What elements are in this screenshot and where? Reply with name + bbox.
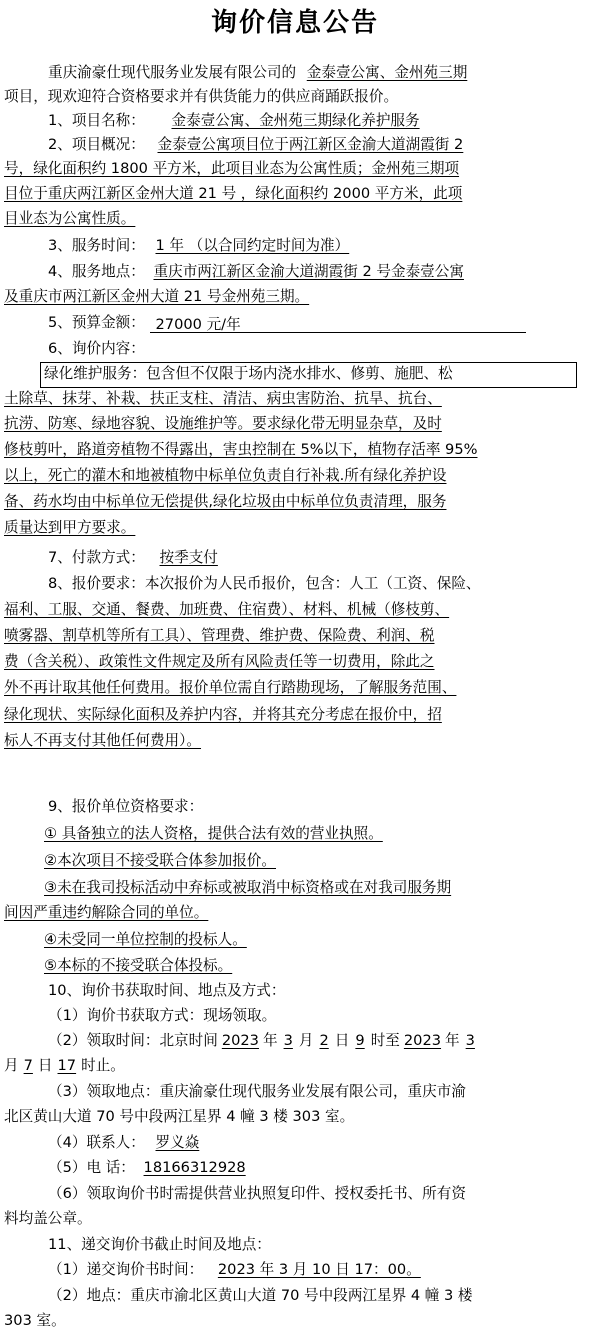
contact-name: 罗义焱 [155, 1134, 200, 1151]
payment-row [48, 548, 218, 568]
obtain-place-2: 北区黄山大道 70 号中段两江星界 4 幢 3 楼 303 室。 [4, 1108, 355, 1125]
qualification-item-1: ① 具备独立的法人资格，提供合法有效的营业执照。 [44, 825, 383, 842]
inquiry-content-label: 6、询价内容： [48, 340, 145, 357]
obtain-year-end: 2023 [403, 1032, 442, 1049]
phone-row [48, 1158, 250, 1178]
obtain-method: （1）询价书获取方式：现场领取。 [48, 1007, 277, 1024]
obtain-time-prefix: （2）领取时间：北京时间 [48, 1032, 218, 1049]
submit-time-value: 2023 年 3 月 10 日 17：00。 [217, 1261, 421, 1278]
obtain-year-unit-1: 年 [262, 1032, 278, 1049]
overview-line-3: 目位于重庆两江新区金州大道 21 号 ，绿化面积约 2000 平方米，此项 [4, 185, 463, 202]
service-time-value: 1 年 （以合同约定时间为准） [155, 237, 350, 254]
quote-req-line-5: 外不再计取其他任何费用。报价单位需自行踏勘现场，了解服务范围、 [4, 679, 457, 696]
payment-value: 按季支付 [159, 549, 218, 566]
obtain-docs-2: 料均盖公章。 [4, 1210, 92, 1227]
service-place-label: 4、服务地点： [48, 263, 145, 280]
quote-req-line-3: 喷雾器、割草机等所有工具）、管理费、维护费、保险费、利润、税 [4, 627, 435, 644]
obtain-month-unit-2: 月 [4, 1057, 19, 1074]
quote-req-line-7: 标人不再支付其他任何费用）。 [4, 732, 202, 749]
inquiry-line-2: 土除草、抹芽、补栽、扶正支柱、清洁、病虫害防治、抗旱、抗台、 [4, 390, 442, 407]
quote-req-line-2: 福利、工服、交通、餐费、加班费、住宿费）、材料、机械（修枝剪、 [4, 601, 450, 618]
phone-label: （5）电 话： [48, 1159, 135, 1176]
obtain-to: 时至 [370, 1032, 400, 1049]
obtain-docs-1: （6）领取询价书时需提供营业执照复印件、授权委托书、所有资 [48, 1185, 466, 1202]
service-time-row [48, 236, 349, 256]
qualification-item-3-cont: 间因严重违约解除合同的单位。 [4, 904, 209, 921]
contact-row [48, 1133, 213, 1153]
submit-time-label: （1）递交询价书时间： [48, 1261, 204, 1278]
quote-req-line-6: 绿化现状、实际绿化面积及养护内容，并将其充分考虑在报价中，招 [4, 706, 442, 723]
submit-label: 11、递交询价书截止时间及地点： [48, 1236, 271, 1253]
obtain-day-start: 2 [319, 1032, 329, 1049]
project-name-label: 1、项目名称： [48, 112, 145, 129]
submit-place-1: （2）地点：重庆市渝北区黄山大道 70 号中段两江星界 4 幢 3 楼 [48, 1287, 473, 1304]
service-place-value-1: 重庆市两江新区金渝大道湖霞街 2 号金泰壹公寓 [153, 263, 464, 280]
payment-label: 7、付款方式： [48, 549, 145, 566]
qualification-item-3: ③未在我司投标活动中弃标或被取消中标资格或在对我司服务期 [44, 879, 452, 896]
submit-place-2: 303 室。 [4, 1312, 66, 1329]
obtain-day-end: 7 [23, 1057, 33, 1074]
service-place-line-2: 及重庆市两江新区金州大道 21 号金州苑三期。 [4, 288, 310, 305]
obtain-month-start: 3 [283, 1032, 293, 1049]
inquiry-line-5: 以上，死亡的灌木和地被植物中标单位负责自行补栽.所有绿化养护设 [4, 467, 447, 484]
intro-line-1 [48, 63, 467, 83]
overview-text-1: 金泰壹公寓项目位于两江新区金渝大道湖霞街 2 [157, 136, 464, 153]
inquiry-line-1: 绿化维护服务：包含但不仅限于场内浇水排水、修剪、施肥、松 [44, 365, 453, 382]
obtain-month-unit-1: 月 [298, 1032, 314, 1049]
obtain-year-unit-2: 年 [445, 1032, 460, 1049]
obtain-hour-end: 17 [57, 1057, 77, 1074]
qualification-item-2: ②本次项目不接受联合体参加报价。 [44, 852, 276, 869]
inquiry-line-6: 备、药水均由中标单位无偿提供,绿化垃圾由中标单位负责清理，服务 [4, 493, 447, 510]
quote-req-line-4: 费（含关税）、政策性文件规定及所有风险责任等一切费用，除此之 [4, 653, 435, 670]
obtain-end: 时止。 [81, 1057, 125, 1074]
obtain-label: 10、询价书获取时间、地点及方式： [48, 982, 286, 999]
obtain-time-row [48, 1031, 481, 1051]
obtain-day-unit-1: 日 [334, 1032, 350, 1049]
phone-value: 18166312928 [143, 1159, 246, 1176]
project-name-value: 金泰壹公寓、金州苑三期绿化养护服务 [171, 112, 420, 129]
overview-line-4: 目业态为公寓性质。 [4, 210, 136, 227]
service-place-row [48, 262, 464, 282]
inquiry-line-4: 修枝剪叶，路道旁植物不得露出，害虫控制在 5%以下，植物存活率 95% [4, 441, 478, 458]
intro-company: 重庆渝豪仕现代服务业发展有限公司的 [48, 64, 297, 81]
budget-label: 5、预算金额： [48, 314, 145, 331]
overview-line-1 [48, 135, 463, 155]
project-name-row [48, 111, 420, 131]
contact-label: （4）联系人： [48, 1134, 145, 1151]
inquiry-line-7: 质量达到甲方要求。 [4, 519, 136, 536]
qualification-item-5: ⑤本标的不接受联合体投标。 [44, 957, 233, 974]
obtain-hour-start: 9 [355, 1032, 365, 1049]
overview-label: 2、项目概况： [48, 136, 145, 153]
intro-line-2: 项目，现欢迎符合资格要求并有供货能力的供应商踊跃报价。 [4, 88, 399, 105]
obtain-place-1: （3）领取地点：重庆渝豪仕现代服务业发展有限公司，重庆市渝 [48, 1083, 466, 1100]
quote-req-line-1: 8、报价要求：本次报价为人民币报价，包含：人工（工资、保险、 [48, 575, 481, 592]
qualification-label: 9、报价单位资格要求： [48, 798, 204, 815]
obtain-time-row-2 [4, 1056, 125, 1076]
inquiry-line-3: 抗涝、防寒、绿地容貌、设施维护等。要求绿化带无明显杂草，及时 [4, 415, 442, 432]
obtain-day-unit-2: 日 [37, 1057, 53, 1074]
service-time-label: 3、服务时间： [48, 237, 145, 254]
overview-line-2: 号，绿化面积约 1800 平方米，此项目业态为公寓性质；金州苑三期项 [4, 160, 460, 177]
intro-project: 金泰壹公寓、金州苑三期 [306, 64, 468, 81]
qualification-item-4: ④未受同一单位控制的投标人。 [44, 931, 247, 948]
budget-row [48, 313, 526, 333]
obtain-year-start: 2023 [221, 1032, 259, 1049]
submit-time-row [48, 1260, 421, 1280]
obtain-month-end: 3 [465, 1032, 475, 1049]
page-title: 询价信息公告 [210, 8, 379, 38]
budget-value: 27000 元/年 [150, 315, 526, 333]
